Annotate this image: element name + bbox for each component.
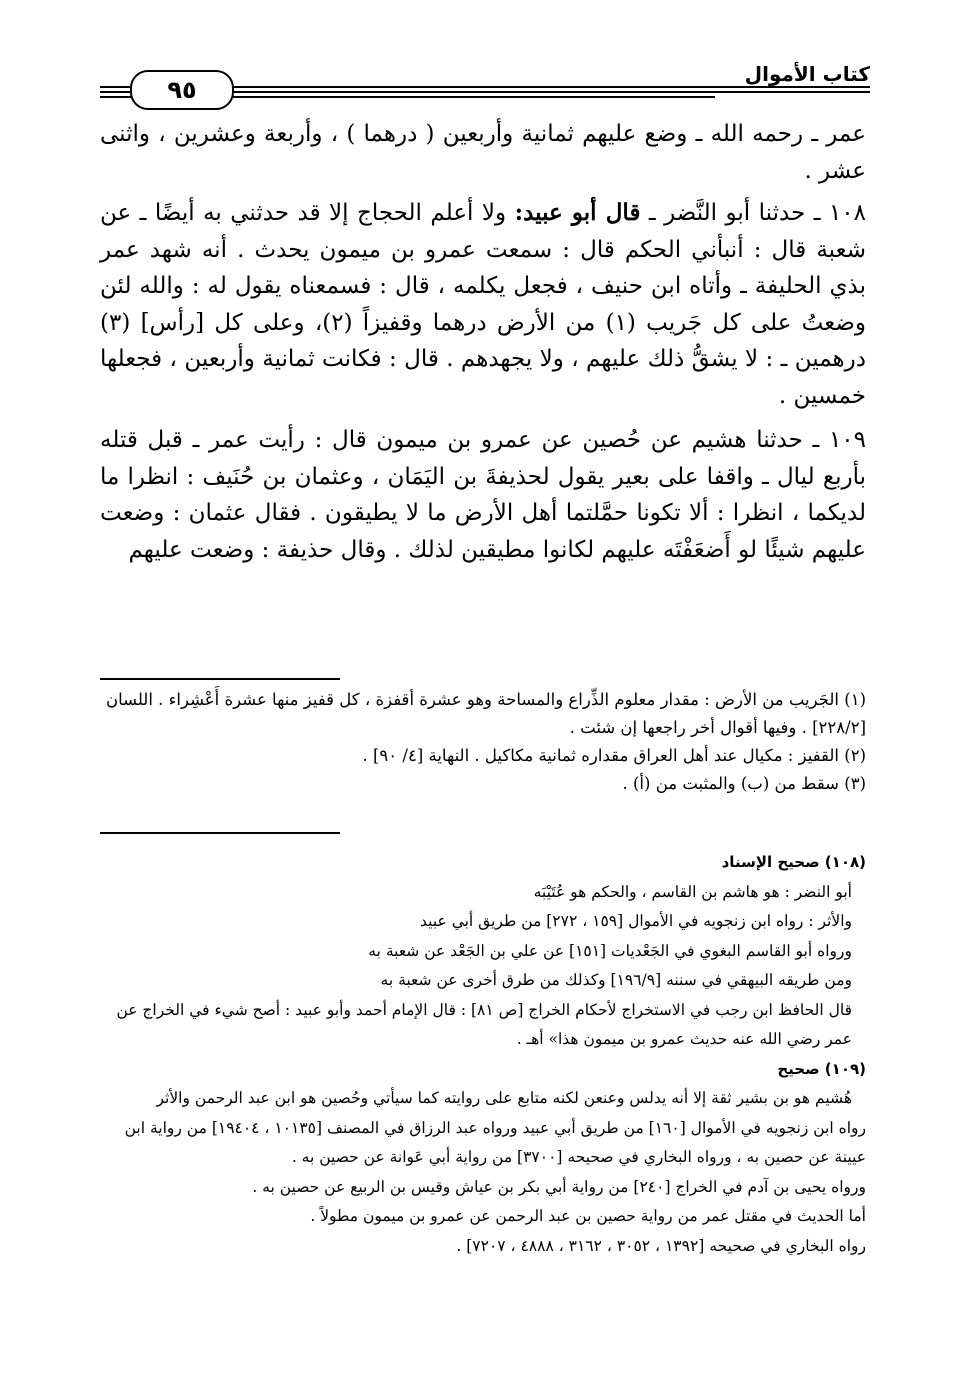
paragraph-108-start: ١٠٨ ـ حدثنا أبو النَّضر ـ [640, 200, 866, 226]
page-header [100, 60, 870, 110]
footnote-2: (٢) القفيز : مكيال عند أهل العراق مقداره ثمانية مكاكيل . النهاية [٤/ ٩٠] . [362, 746, 866, 765]
footnote-3: (٣) سقط من (ب) والمثبت من (أ) . [622, 774, 866, 793]
takhrij-line: هُشيم هو بن بشير ثقة إلا أنه يدلس وعنعن لكنه متابع على روايته كما سيأتي وحُصين هو ابن عبد الرحمن والأثر [156, 1089, 852, 1107]
takhrij-notes [100, 848, 866, 1261]
takhrij-line: ورواه يحيى بن آدم في الخراج [٢٤٠] من رواية أبي بكر بن عياش وقيس بن الربيع عن حصين به . [252, 1177, 866, 1196]
paragraph-continuation: عمر ـ رحمه الله ـ وضع عليهم ثمانية وأربعين ( درهما ) ، وأربعة وعشرين ، واثنى عشر . [100, 121, 866, 184]
takhrij-line: رواه البخاري في صحيحه [١٣٩٢ ، ٣٠٥٢ ، ٣١٦٢ ، ٤٨٨٨ ، ٧٢٠٧] . [456, 1236, 866, 1255]
takhrij-separator [100, 832, 340, 834]
paragraph-108-body: ولا أعلم الحجاج إلا قد حدثني به أيضًا ـ عن شعبة قال : أنبأني الحكم قال : سمعت عمرو بن ميمون يحدث . أنه شهد عمر بذي الحليفة ـ وأتاه ابن حنيف ، فجعل يكلمه ، قال : فسمعناه يقول له : والله لئن وضعتُ على كل جَريب (١) من الأرض درهما وقفيزاً (٢)، وعلى كل [رأس] (٣) درهمين ـ : لا يشقُّ ذلك عليهم ، ولا يجهدهم . قال : فكانت ثمانية وأربعين ، فجعلها خمسين . [100, 200, 866, 409]
takhrij-heading-108: (١٠٨) صحيح الإسناد [721, 853, 866, 871]
narrator-label: قال أبو عبيد: [514, 199, 641, 226]
page-number: ٩٥ [130, 70, 234, 110]
takhrij-heading-109: (١٠٩) صحيح [777, 1059, 866, 1078]
takhrij-line: ورواه أبو القاسم البغوي في الجَعْديات [١٥١] عن علي بن الجَعْد عن شعبة به [368, 941, 852, 960]
takhrij-line: أما الحديث في مقتل عمر من رواية حصين بن عبد الرحمن عن عمرو بن ميمون مطولاً . [310, 1207, 866, 1225]
takhrij-line: ومن طريقه البيهقي في سننه [١٩٦/٩] وكذلك من طرق أخرى عن شعبة به [380, 971, 852, 989]
paragraph-108 [100, 195, 866, 414]
main-text [100, 116, 866, 576]
takhrij-line: قال الحافظ ابن رجب في الاستخراج لأحكام الخراج [ص ٨١] : قال الإمام أحمد وأبو عبيد : أصح شيء في الخراج عن عمر رضي الله عنه حديث عمرو بن ميمون هذا» أهـ . [116, 1000, 852, 1048]
takhrij-line: رواه ابن زنجويه في الأموال [١٦٠] من طريق أبي عبيد ورواه عبد الرزاق في المصنف [١٠١٣٥ ، ١٩٤٠٤] من رواية ابن عيينة عن حصين به ، ورواه البخاري في صحيحه [٣٧٠٠] من رواية أبي عَوانة عن حصين به . [124, 1118, 866, 1166]
takhrij-line: والأثر : رواه ابن زنجويه في الأموال [١٥٩ ، ٢٧٢] من طريق أبي عبيد [420, 912, 852, 930]
footnote-separator [100, 678, 340, 680]
footnote-1: (١) الجَريب من الأرض : مقدار معلوم الذِّراع والمساحة وهو عشرة أقفزة ، كل قفيز منها عشرة أَعْشِراء . اللسان [٢٢٨/٢] . وفيها أقوال أخر راجعها إن شئت . [105, 690, 866, 737]
book-title: كتاب الأموال [744, 62, 870, 86]
footnotes [100, 686, 866, 798]
takhrij-line: أبو النضر : هو هاشم بن القاسم ، والحكم هو عُتَيْبَه [533, 882, 852, 901]
paragraph-109: ١٠٩ ـ حدثنا هشيم عن حُصين عن عمرو بن ميمون قال : رأيت عمر ـ قبل قتله بأربع ليال ـ واقفا على بعير يقول لحذيفةَ بن اليَمَان ، وعثمان بن حُنَيف : انظرا ما لديكما ، انظرا : ألا تكونا حمَّلتما أهل الأرض ما لا يطيقون . فقال عثمان : وضعت عليهم شيئًا لو أَضعَفْتَه عليهم لكانوا مطيقين لذلك . وقال حذيفة : وضعت عليهم [100, 427, 866, 563]
